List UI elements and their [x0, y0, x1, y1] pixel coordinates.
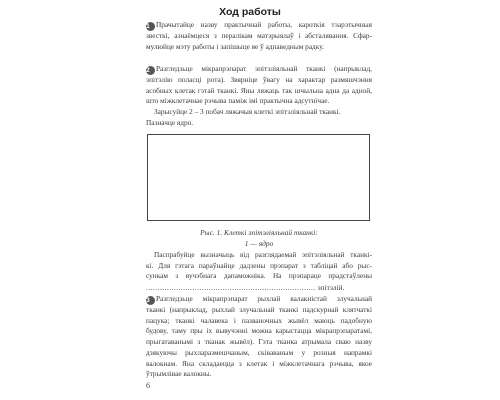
- step-2-line: эпітэлію поласці рота). Звярніце ўвагу на характар размяшчэння: [146, 75, 372, 84]
- step-1-line: мулюйце мэту работы і запішыце яе ў адпаведным радку.: [146, 41, 324, 51]
- step-3-paragraph: [146, 294, 372, 380]
- after-figure-line: Паспрабуйце вызначыць від разглядаемай эпітэліяльнай тканкі-: [154, 250, 372, 259]
- step-2-paragraph: [146, 64, 372, 107]
- draw-instruction-line: Зарысуйце 2 – 3 побач ляжачыя клеткі эпітэліяльнай тканкі.: [154, 107, 341, 116]
- after-figure-paragraph: [146, 250, 372, 282]
- step-2-line: 2 Разгледзьце мікрапрэпарат эпітэліяльнай тканкі (напрыклад,: [146, 64, 372, 74]
- step-3-line: будову, таму пры іх вывучэнні можна карыстацца мікрапрэпаратамі,: [146, 326, 372, 336]
- step-1-line: звесткі, азнаёмцеся з пералікам матэрыялаў і абсталявання. Сфар-: [146, 31, 372, 40]
- step-2-line: асобных клетак гэтай тканкі. Яны ляжаць так шчыльна адна да адной,: [146, 85, 372, 95]
- step-3-line: пацука; тканкі чалавека і пазваночных жывёл маюць падобную: [146, 315, 372, 325]
- step-3-line: ўтрымлівае валокны.: [146, 369, 212, 379]
- step-2-line: што міжклетачнае рэчыва паміж імі практычна адсутнічае.: [146, 96, 330, 106]
- step-1-paragraph: [146, 20, 372, 52]
- section-title: Ход работы: [219, 6, 281, 18]
- step-3-line: тканкі (напрыклад, рыхлай злучальнай тканкі падскурнай клятчаткі: [146, 305, 372, 314]
- step-3-line: дзякуючы рыхларазмешчаным, сківаваным у розныя напрамкі: [146, 347, 372, 357]
- draw-instruction: [146, 107, 372, 128]
- fill-in-answer-line: [146, 283, 372, 292]
- step-3-line: валокнам. Яна складаецца з клетак і міжклетачнага рэчыва, якое: [146, 358, 372, 368]
- step-number-badge: 1: [146, 22, 155, 31]
- step-3-line: 3 Разгледзьце мікрапрэпарат рыхлай валакністай злучальнай: [146, 294, 372, 304]
- after-figure-line: сункам з вучэбнага дапаможніка. На прэпараце прадстаўлены: [146, 271, 372, 281]
- step-number-badge: 2: [146, 66, 155, 75]
- fill-blank-suffix: эпітэлій.: [317, 283, 345, 292]
- page-number: 6: [146, 381, 150, 390]
- drawing-area-box[interactable]: [147, 134, 370, 221]
- draw-instruction-line: Пазначце ядро.: [146, 117, 194, 127]
- answer-blank[interactable]: .........................................................................: [146, 283, 316, 292]
- figure-caption: Рыс. 1. Клеткі эпітэліяльнай тканкі:: [200, 228, 318, 237]
- step-number-badge: 3: [146, 296, 155, 305]
- figure-legend: 1 — ядро: [244, 239, 274, 248]
- after-figure-line: кі. Для гэтага параўнайце дадзены прэпарат з табліцай або рыс-: [146, 260, 372, 270]
- step-1-line: 1 Прачытайце назву практычнай работы, кароткія тэарэтычныя: [146, 20, 372, 30]
- step-3-line: прыгатаванымі з тканак жывёл). Гэта тканка атрымала сваю назву: [146, 337, 372, 347]
